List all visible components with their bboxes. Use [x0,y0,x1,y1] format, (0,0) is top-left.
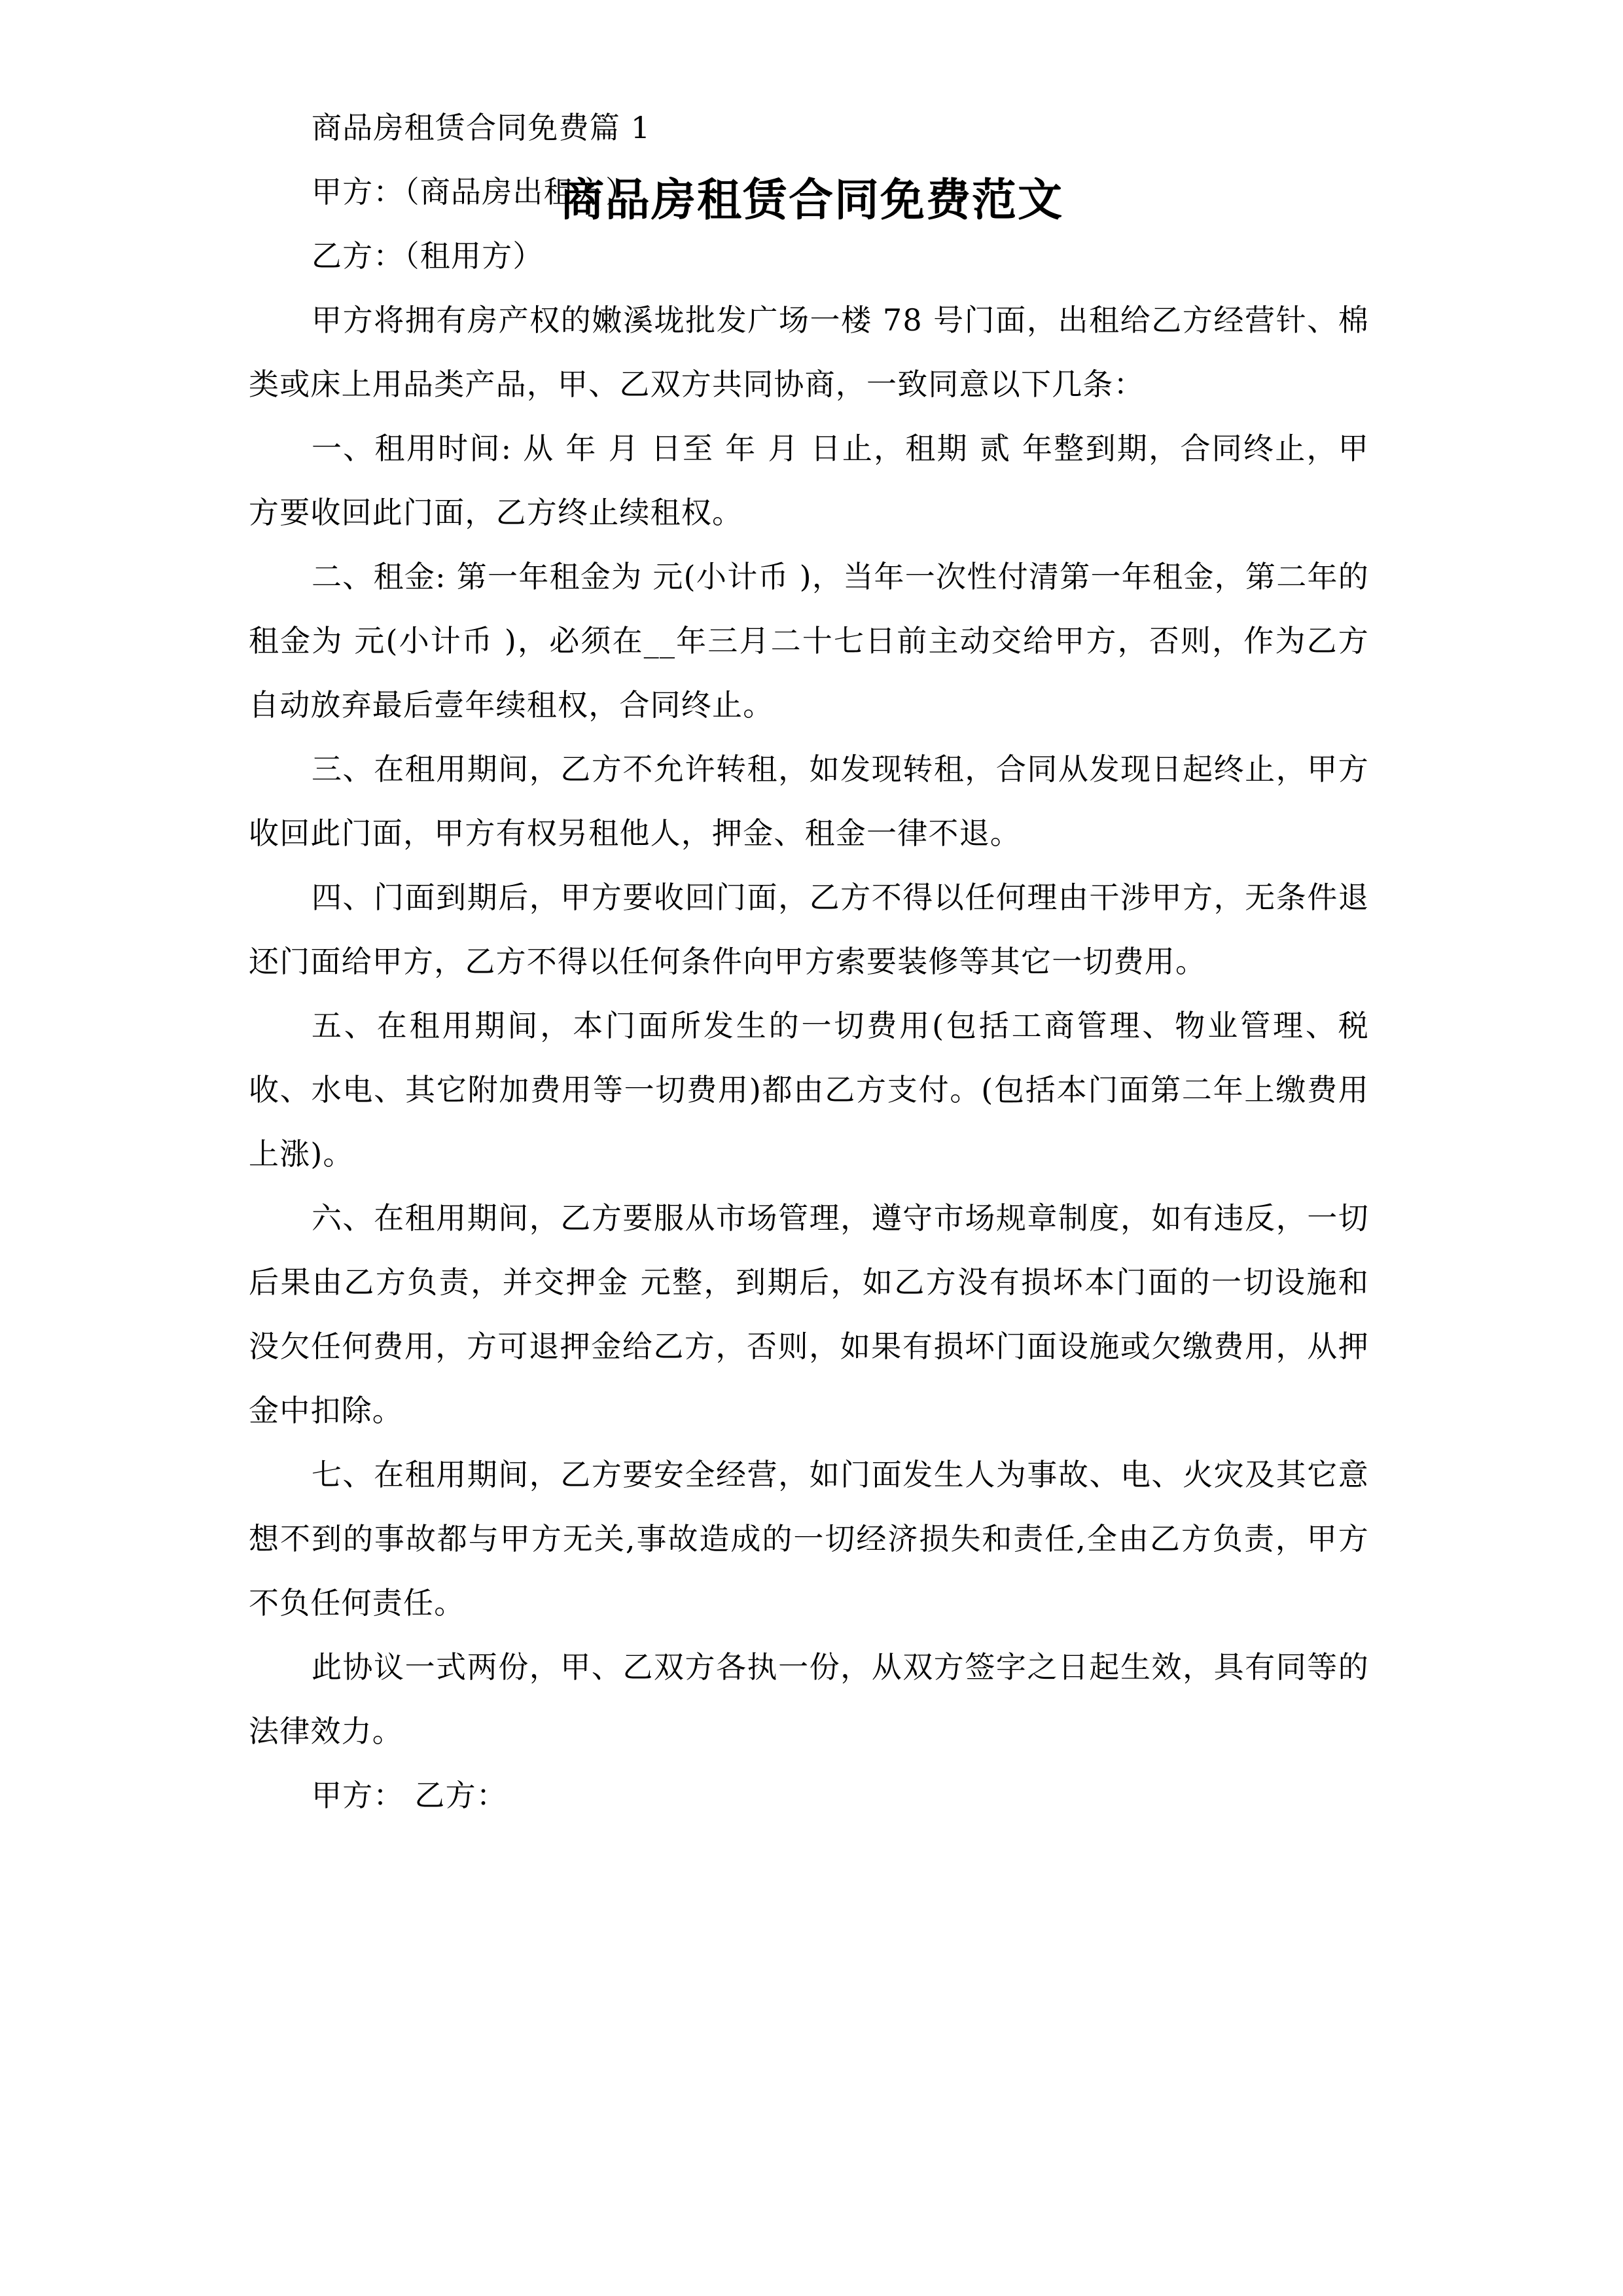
paragraph-list [249,96,1369,1827]
paragraph-clause-2: 二、租金: 第一年租金为 元(小计币 )，当年一次性付清第一年租金，第二年的租金为 元(小计币 )，必须在__年三月二十七日前主动交给甲方，否则，作为乙方自动放弃最后壹年续租权，合同终止。 [249,559,1369,723]
paragraph-clause-6: 六、在租用期间，乙方要服从市场管理，遵守市场规章制度，如有违反，一切后果由乙方负责，并交押金 元整，到期后，如乙方没有损坏本门面的一切设施和没欠任何费用，方可退押金给乙方，否则，如果有损坏门面设施或欠缴费用，从押金中扣除。 [249,1200,1369,1428]
paragraph-party-a: 甲方：（商品房出租方） [312,174,637,209]
paragraph-closing: 此协议一式两份，甲、乙双方各执一份，从双方签字之日起生效，具有同等的法律效力。 [249,1649,1369,1749]
paragraph-subtitle: 商品房租赁合同免费篇 1 [312,110,651,145]
paragraph-clause-5: 五、在租用期间，本门面所发生的一切费用(包括工商管理、物业管理、税收、水电、其它附加费用等一切费用)都由乙方支付。(包括本门面第二年上缴费用上涨)。 [249,1008,1369,1172]
paragraph-signature: 甲方： 乙方： [312,1778,508,1813]
document-body [249,0,1369,1827]
paragraph-party-b: 乙方：（租用方） [312,238,544,274]
paragraph-clause-4: 四、门面到期后，甲方要收回门面，乙方不得以任何理由干涉甲方，无条件退还门面给甲方，乙方不得以任何条件向甲方索要装修等其它一切费用。 [249,880,1369,979]
paragraph-preamble: 甲方将拥有房产权的嫩溪垅批发广场一楼 78 号门面，出租给乙方经营针、棉类或床上用品类产品，甲、乙双方共同协商，一致同意以下几条： [249,302,1369,402]
paragraph-clause-3: 三、在租用期间，乙方不允许转租，如发现转租，合同从发现日起终止，甲方收回此门面，甲方有权另租他人，押金、租金一律不退。 [249,751,1369,851]
page-title: 商品房租赁合同免费范文 [559,175,1063,226]
paragraph-clause-1: 一、租用时间: 从 年 月 日至 年 月 日止，租期 贰 年整到期，合同终止，甲方要收回此门面，乙方终止续租权。 [249,431,1369,530]
paragraph-clause-7: 七、在租用期间，乙方要安全经营，如门面发生人为事故、电、火灾及其它意想不到的事故都与甲方无关,事故造成的一切经济损失和责任,全由乙方负责，甲方不负任何责任。 [249,1457,1369,1621]
